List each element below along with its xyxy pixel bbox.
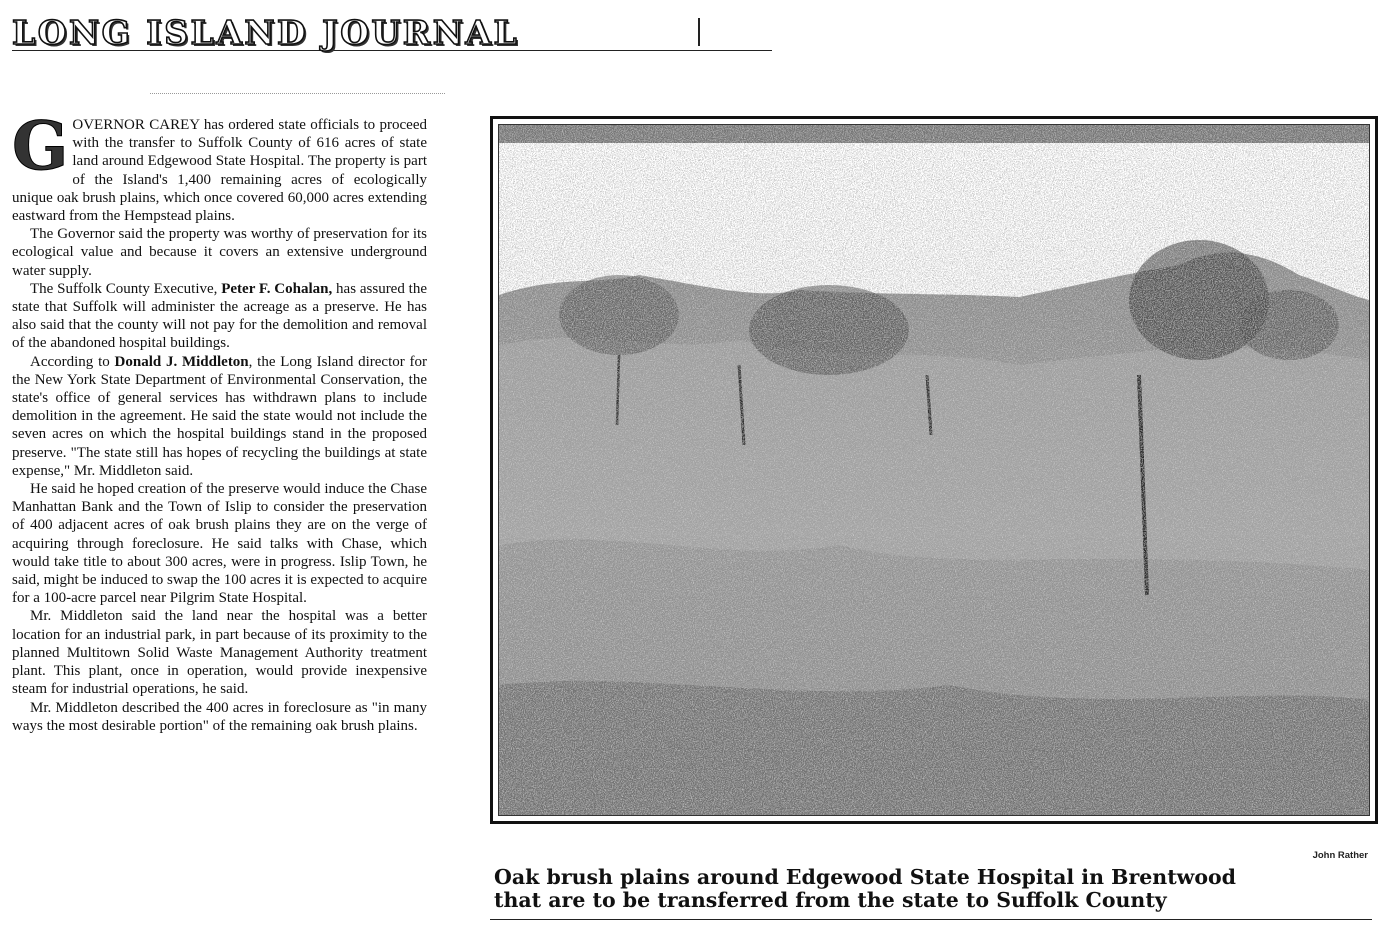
drop-cap: G: [12, 107, 69, 185]
faint-divider: [150, 93, 445, 94]
article-body: [12, 107, 428, 735]
masthead-title: LONG ISLAND JOURNAL: [12, 13, 520, 52]
person-name-cohalan: Peter F. Cohalan,: [221, 280, 333, 297]
caption-line-2: that are to be transferred from the state to Suffolk County: [494, 888, 1167, 912]
article-paragraph-6: Mr. Middleton said the land near the hospital was a better location for an industrial park, in part because of its proximity to the planned Multitown Solid Waste Management Authority treatment plant. This plant, once in operation, would provide inexpensive steam for industrial operations, he said.: [12, 608, 427, 698]
article-paragraph-5: He said he hoped creation of the preserve would induce the Chase Manhattan Bank and the Town of Islip to consider the preservation of 400 adjacent acres of oak brush plains they are on the verge of acquiring through foreclosure. He said talks with Chase, which would take title to about 300 acres, were in progress. Islip Town, he said, might be induced to swap the 100 acres it is expected to acquire for a 100-acre parcel near Pilgrim State Hospital.: [12, 481, 427, 607]
lead-text: OVERNOR CAREY has ordered state officials to proceed with the transfer to Suffolk County of 616 acres of state land around Edgewood State Hospital. The property is part of the Island's 1,400 remaining acres of ecologically unique oak brush plains, which once covered 60,000 acres extending eastward from the Hempstead plains.: [12, 117, 427, 225]
photo-frame: [490, 116, 1378, 824]
person-name-middleton: Donald J. Middleton: [114, 353, 249, 370]
article-paragraph-1: [12, 107, 427, 225]
p4-after: , the Long Island director for the New York State Department of Environmental Conservation, the state's office of general services has withdrawn plans to include demolition in the agreement. He said the state would not include the seven acres on which the hospital buildings stand in the proposed preserve. "The state still has hopes of recycling the buildings at state expense," Mr. Middleton said.: [12, 353, 428, 479]
p3-before: The Suffolk County Executive,: [30, 280, 222, 297]
article-paragraph-2: The Governor said the property was worthy of preservation for its ecological value and because it covers an extensive underground water supply.: [12, 226, 427, 279]
oak-brush-photo: [499, 125, 1369, 815]
article-paragraph-3: [12, 280, 427, 353]
masthead-divider: [698, 18, 700, 46]
article-paragraph-4: [12, 353, 427, 480]
caption-divider: [490, 919, 1372, 920]
caption-line-1: Oak brush plains around Edgewood State Hospital in Brentwood: [494, 865, 1237, 889]
photo-caption: [494, 866, 1374, 912]
p4-before: According to: [30, 353, 115, 370]
photo-credit: John Rather: [1312, 850, 1368, 861]
photo-image: [498, 124, 1370, 816]
masthead: [12, 14, 772, 51]
article-paragraph-7: Mr. Middleton described the 400 acres in foreclosure as "in many ways the most desirable portion" of the remaining oak brush plains.: [12, 699, 427, 734]
p3-after: has assured the state that Suffolk will administer the acreage as a preserve. He has also said that the county will not pay for the demolition and removal of the abandoned hospital buildings.: [12, 280, 427, 352]
